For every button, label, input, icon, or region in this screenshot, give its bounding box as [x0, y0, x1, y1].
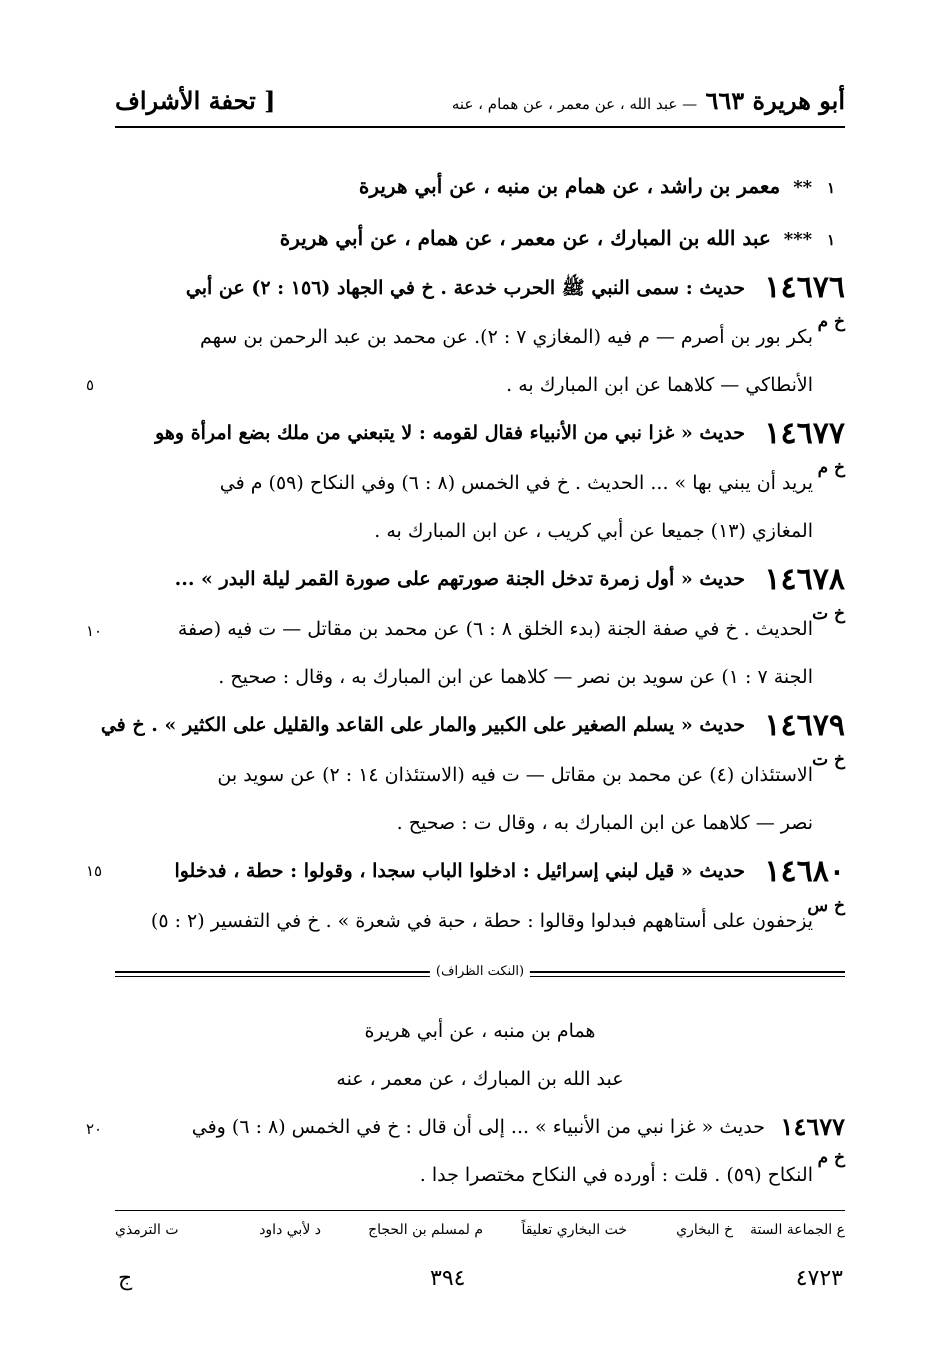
- header-main: أبو هريرة ٦٦٣: [705, 86, 845, 115]
- chain-text: معمر بن راشد ، عن همام بن منبه ، عن أبي هريرة: [358, 174, 781, 198]
- entry-line: الحديث . خ في صفة الجنة (بدء الخلق ٨ : ٦) عن محمد بن مقاتل — ت فيه (صفة: [177, 618, 813, 640]
- entry-line: الأنطاكي — كلاهما عن ابن المبارك به .: [506, 374, 813, 396]
- nukat-heading-1: همام بن منبه ، عن أبي هريرة: [364, 1020, 596, 1042]
- entry-sigla: خ م: [817, 458, 845, 478]
- entry-number: ١٤٦٧٧: [764, 416, 845, 451]
- divider-label: (النكت الظراف): [430, 964, 530, 979]
- chain-line-2: [280, 226, 843, 250]
- nukat-heading-2: عبد الله بن المبارك ، عن معمر ، عنه: [336, 1068, 624, 1090]
- entry-line: حديث « قيل لبني إسرائيل : ادخلوا الباب سجدا ، وقولوا : حطة ، فدخلوا: [174, 860, 745, 882]
- entry-line: حديث : سمى النبي ﷺ الحرب خدعة . خ في الجهاد (١٥٦ : ٢) عن أبي: [185, 277, 745, 299]
- entry-line: حديث « أول زمرة تدخل الجنة صورتهم على صورة القمر ليلة البدر » ...: [174, 568, 745, 590]
- margin-line-number: ١٥: [86, 862, 103, 880]
- entry-line: بكر بور بن أصرم — م فيه (المغازي ٧ : ٢). عن محمد بن عبد الرحمن بن سهم: [200, 326, 813, 348]
- header-left: [ تحفة الأشراف: [115, 86, 276, 115]
- margin-line-number: ١٠: [86, 622, 103, 640]
- entry-line: حديث « يسلم الصغير على الكبير والمار على القاعد والقليل على الكثير » . خ في: [100, 714, 745, 736]
- header-rule: [115, 126, 845, 128]
- abbreviation: خ البخاري: [676, 1222, 733, 1238]
- entry-line: حديث « غزا نبي من الأنبياء فقال لقومه : لا يتبعني من ملك بضع امرأة وهو: [155, 422, 745, 444]
- abbreviation: ع الجماعة الستة: [749, 1222, 845, 1238]
- chain-text: عبد الله بن المبارك ، عن معمر ، عن همام ، عن أبي هريرة: [279, 226, 771, 250]
- entry-line: يريد أن يبني بها » ... الحديث . خ في الخمس (٨ : ٦) وفي النكاح (٥٩) م في: [219, 472, 813, 494]
- abbreviation: د لأبي داود: [259, 1222, 321, 1238]
- entry-line: حديث « غزا نبي من الأنبياء » ... إلى أن قال : خ في الخمس (٨ : ٦) وفي: [191, 1116, 765, 1138]
- volume-letter: ج: [118, 1266, 133, 1291]
- entry-line: النكاح (٥٩) . قلت : أورده في النكاح مختصرا جدا .: [419, 1164, 813, 1186]
- entry-sigla: خ س: [807, 896, 845, 916]
- entry-sigla: خ ت: [812, 604, 845, 624]
- abbreviation: م لمسلم بن الحجاج: [368, 1222, 483, 1238]
- entry-line: الجنة ٧ : ١) عن سويد بن نصر — كلاهما عن ابن المبارك به ، وقال : صحيح .: [218, 666, 813, 688]
- entry-sigla: خ م: [817, 312, 845, 332]
- entry-sigla: خ م: [817, 1148, 845, 1168]
- entry-line: يزحفون على أستاههم فبدلوا وقالوا : حطة ، حبة في شعرة » . خ في التفسير (٢ : ٥): [150, 910, 813, 932]
- volume-page-number: ٤٧٢٣: [795, 1266, 843, 1291]
- page-number: ٣٩٤: [430, 1266, 466, 1291]
- abbreviation: خت البخاري تعليقاً: [521, 1222, 627, 1238]
- entry-line: المغازي (١٣) جميعا عن أبي كريب ، عن ابن المبارك به .: [374, 520, 813, 542]
- entry-number: ١٤٦٧٩: [764, 708, 845, 743]
- chain-line-1: [359, 174, 843, 198]
- entry-number: ١٤٦٧٨: [764, 562, 845, 597]
- entry-number: ١٤٦٨٠: [764, 854, 845, 889]
- margin-line-number: ٢٠: [86, 1120, 103, 1138]
- header-right: [452, 86, 845, 115]
- entry-line: نصر — كلاهما عن ابن المبارك به ، وقال ت : صحيح .: [396, 812, 813, 834]
- header-sub: — عبد الله ، عن معمر ، عن همام ، عنه: [451, 95, 698, 113]
- running-header: [115, 80, 845, 126]
- abbreviation: ت الترمذي: [115, 1222, 179, 1238]
- entry-sigla: خ ت: [812, 750, 845, 770]
- abbreviation-key: [115, 1222, 845, 1250]
- entry-number: ١٤٦٧٦: [764, 270, 845, 305]
- chain-number: ١: [826, 179, 836, 197]
- entry-line: الاستئذان (٤) عن محمد بن مقاتل — ت فيه (الاستئذان ١٤ : ٢) عن سويد بن: [217, 764, 813, 786]
- section-divider: [115, 966, 845, 986]
- margin-line-number: ٥: [86, 376, 95, 394]
- chain-stars: ***: [783, 229, 813, 250]
- footnote-rule: [115, 1210, 845, 1211]
- entry-number: ١٤٦٧٧: [780, 1112, 845, 1141]
- chain-number: ١: [826, 231, 836, 249]
- chain-stars: **: [793, 177, 813, 198]
